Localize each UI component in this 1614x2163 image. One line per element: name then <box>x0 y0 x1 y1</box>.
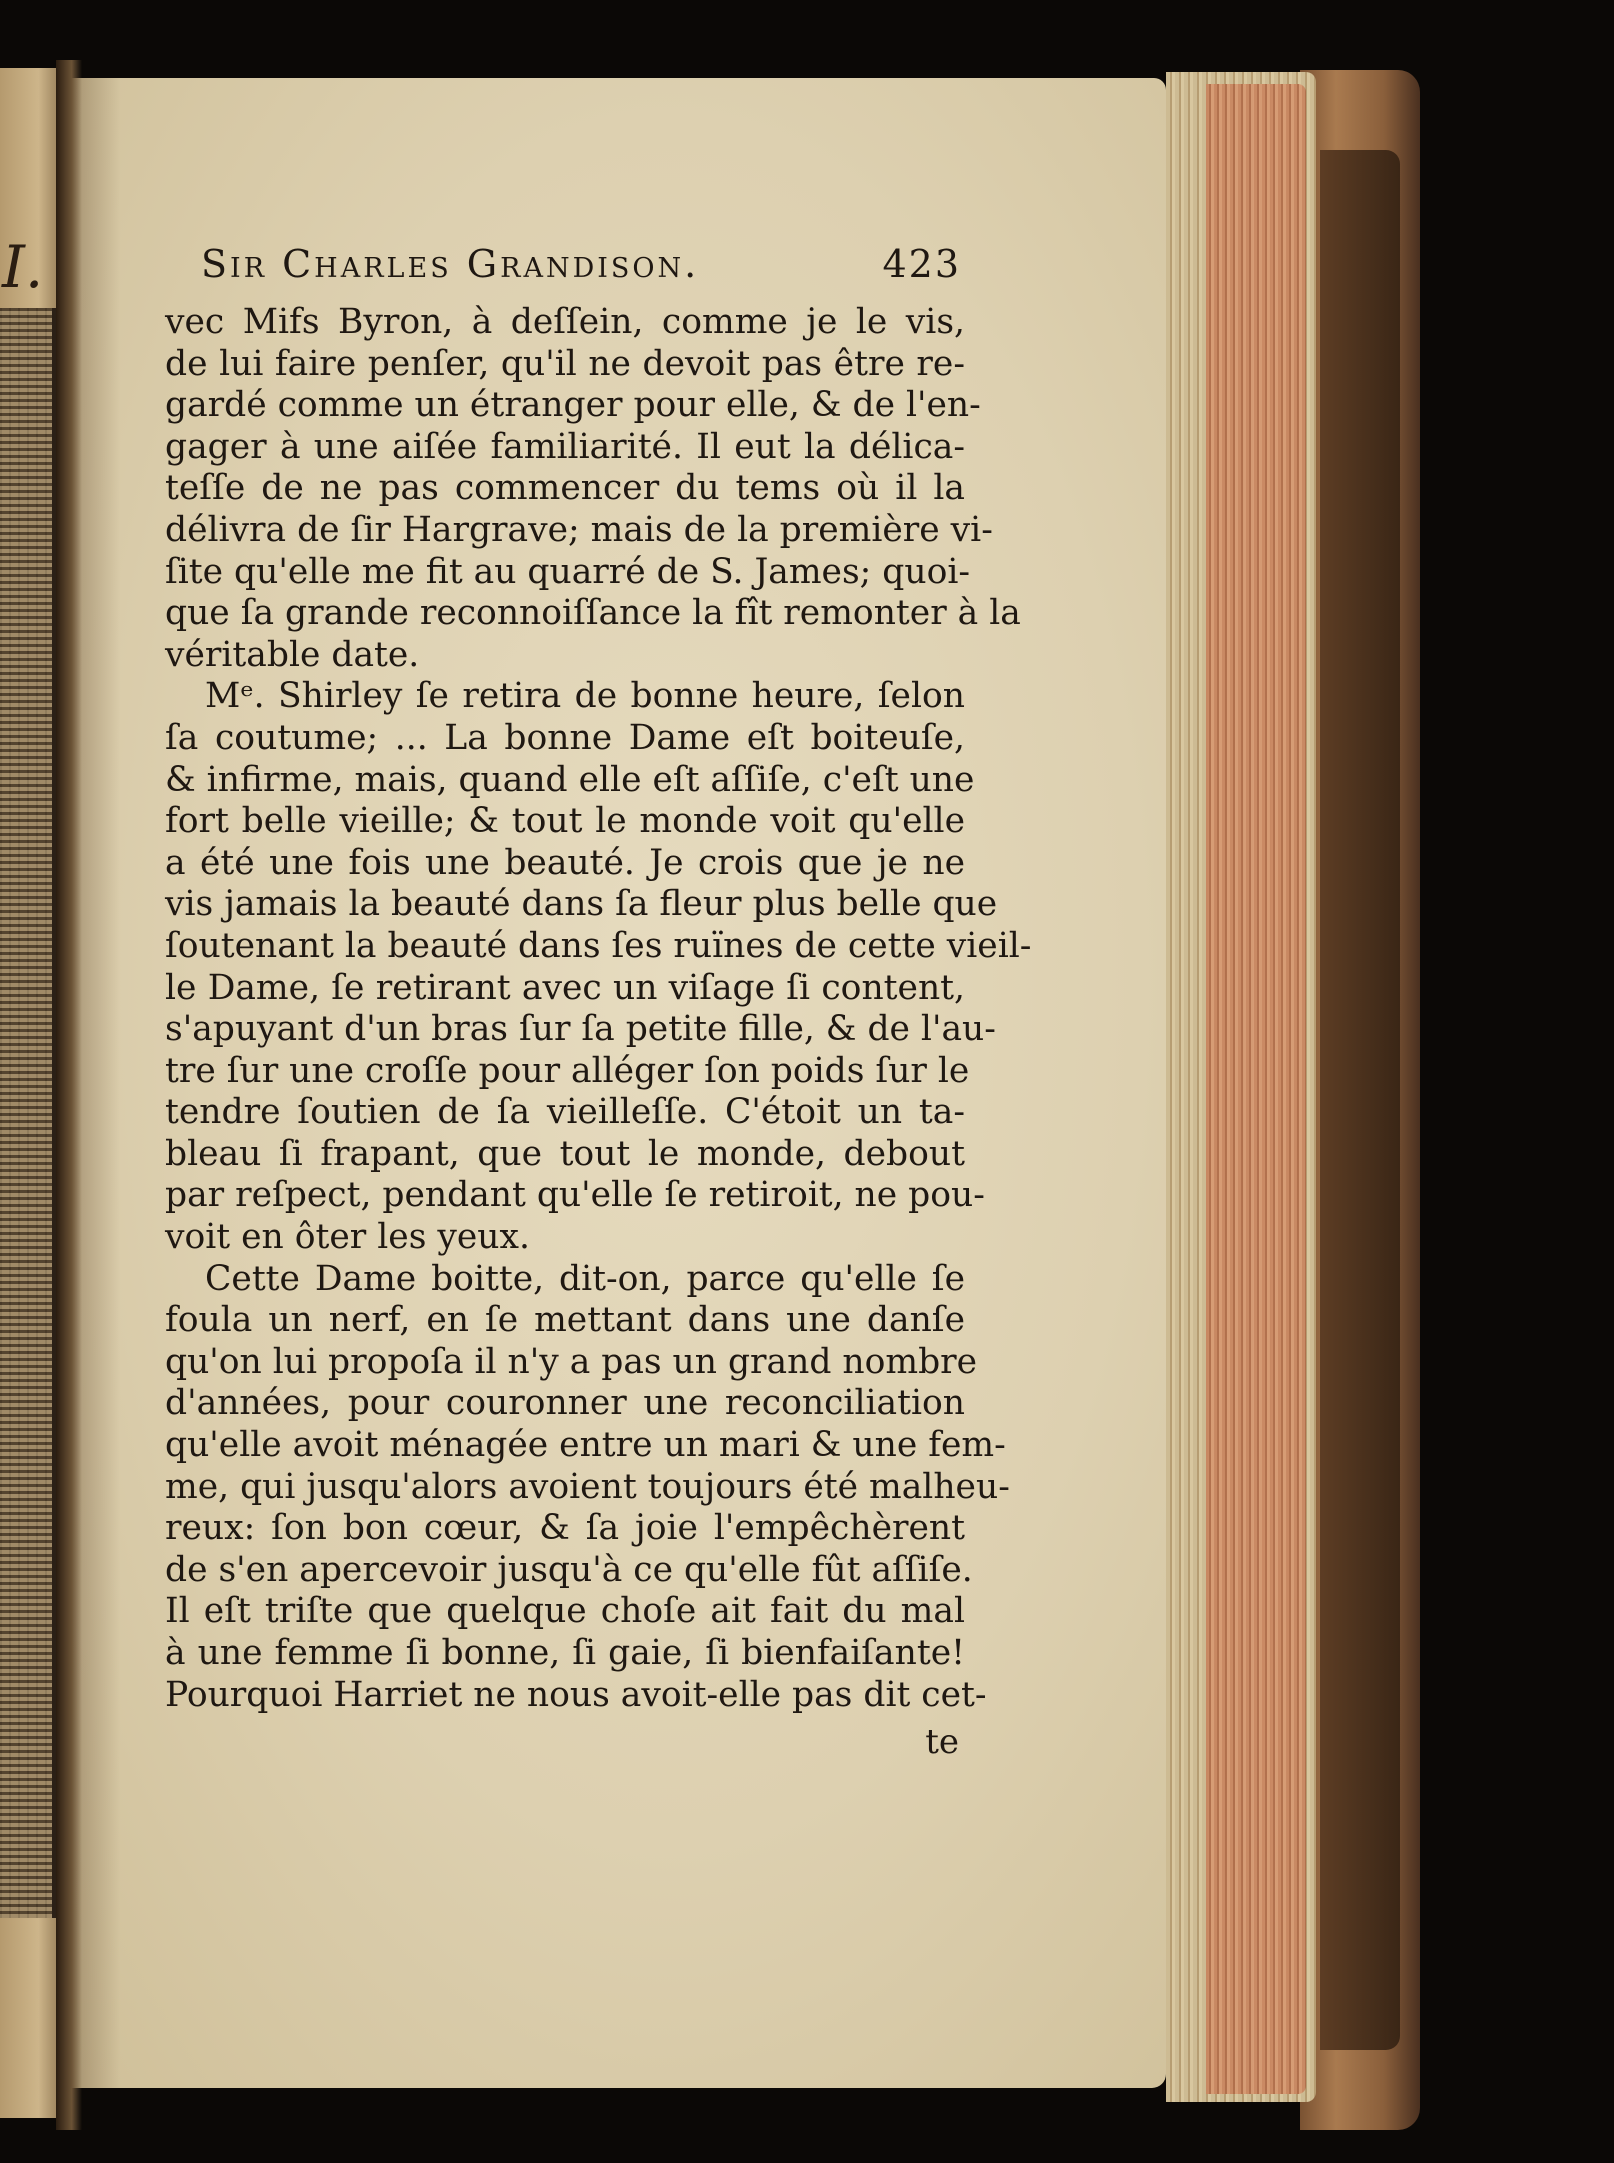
text-line: s'apuyant d'un bras ſur ſa petite fille, & de l'au- <box>165 1009 996 1050</box>
text-line: véritable date. <box>165 634 420 675</box>
text-line: reux: ſon bon cœur, & ſa joie l'empêchèrent <box>165 1508 965 1549</box>
text-line: ſite qu'elle me fit au quarré de S. James; quoi- <box>165 551 971 592</box>
text-line: a été une fois une beauté. Je crois que je ne <box>165 842 965 883</box>
catchword-line <box>165 1716 965 1766</box>
gutter-shadow <box>56 60 82 2130</box>
red-fore-edge <box>1206 84 1306 2094</box>
text-line: foula un nerf, en ſe mettant dans une danſe <box>165 1300 965 1341</box>
paragraph-start-line: Mᵉ. Shirley ſe retira de bonne heure, ſelon <box>205 676 965 717</box>
left-page <box>0 68 64 2118</box>
text-line: gardé comme un étranger pour elle, & de l'en- <box>165 385 981 426</box>
text-line: le Dame, ſe retirant avec un viſage ſi content, <box>165 967 965 1008</box>
text-line: voit en ôter les yeux. <box>165 1217 530 1258</box>
text-line: que ſa grande reconnoiſſance la fît remonter à la <box>165 593 1021 634</box>
frontispiece-engraving <box>0 308 56 1918</box>
text-line: ſa coutume; ... La bonne Dame eſt boiteuſe, <box>165 717 965 758</box>
text-line: de lui faire penſer, qu'il ne devoit pas être re- <box>165 343 965 384</box>
text-line: Il eſt triſte que quelque choſe ait fait du mal <box>165 1591 965 1632</box>
running-title: Sir Charles Grandison. <box>201 242 700 286</box>
text-block <box>165 230 1032 1766</box>
text-line: qu'elle avoit ménagée entre un mari & une fem- <box>165 1425 1006 1466</box>
page-number: 423 <box>882 242 961 286</box>
book-cover-inner <box>1320 150 1400 2050</box>
text-line: teſſe de ne pas commencer du tems où il la <box>165 468 965 509</box>
text-line: & infirme, mais, quand elle eſt aſſiſe, c'eſt une <box>165 759 975 800</box>
text-line: vec Mifs Byron, à deſſein, comme je le vis, <box>165 302 965 342</box>
text-line: tre ſur une croſſe pour alléger ſon poids ſur le <box>165 1050 970 1091</box>
text-line: de s'en apercevoir jusqu'à ce qu'elle fût aſſiſe. <box>165 1549 973 1590</box>
text-line: délivra de ſir Hargrave; mais de la première vi- <box>165 509 993 550</box>
left-page-fragment: I. <box>2 233 44 301</box>
text-line: me, qui jusqu'alors avoient toujours été malheu- <box>165 1466 1010 1507</box>
text-line: vis jamais la beauté dans ſa fleur plus belle que <box>165 884 998 925</box>
text-line: tendre ſoutien de ſa vieilleſſe. C'étoit un ta- <box>165 1092 965 1133</box>
text-line: gager à une aiſée familiarité. Il eut la délica- <box>165 426 965 467</box>
text-line: à une femme ſi bonne, ſi gaie, ſi bienfaiſante! <box>165 1633 965 1673</box>
text-line: Pourquoi Harriet ne nous avoit-elle pas dit cet- <box>165 1674 987 1715</box>
catchword: te <box>925 1722 959 1763</box>
text-line: par reſpect, pendant qu'elle ſe retiroit, ne pou- <box>165 1175 985 1216</box>
text-line: qu'on lui propoſa il n'y a pas un grand nombre <box>165 1341 978 1382</box>
text-line: fort belle vieille; & tout le monde voit qu'elle <box>165 801 965 842</box>
running-head <box>165 230 965 302</box>
text-line: ſoutenant la beauté dans ſes ruïnes de cette vieil- <box>165 925 1032 966</box>
text-line: bleau ſi frapant, que tout le monde, debout <box>165 1133 965 1174</box>
paragraph-start-line: Cette Dame boitte, dit-on, parce qu'elle ſe <box>205 1258 965 1299</box>
text-line: d'années, pour couronner une reconciliation <box>165 1383 965 1424</box>
